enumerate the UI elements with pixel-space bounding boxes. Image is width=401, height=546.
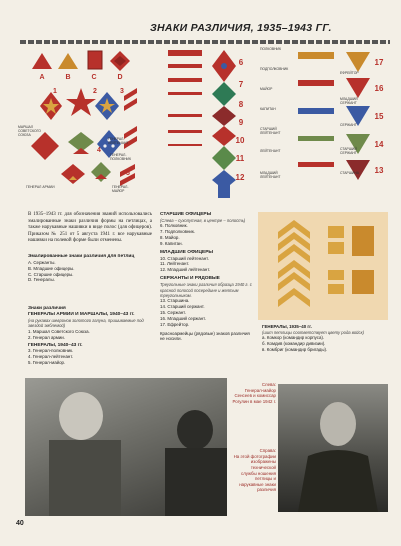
- rank-number-1: 1: [53, 88, 57, 95]
- officer-item-11: 11. Лейтенант.: [160, 261, 190, 267]
- photo-caption-top-3: Рогулин в мае 1942 г.: [232, 398, 276, 404]
- mid-label-colonel: ПОЛКОВНИК: [260, 47, 281, 51]
- sleeve-subheading: ГЕНЕРАЛЫ АРМИИ И МАРШАЛЫ, 1940–43 гг.: [28, 311, 135, 317]
- sleeve-item-2: 2. Генерал армии.: [28, 334, 65, 340]
- photo-caption-bottom-4: службы ношения: [241, 470, 276, 476]
- label-general-major: ГЕНЕРАЛ-МАЙОР: [112, 185, 129, 193]
- officer-item-10: 10. Старший лейтенант.: [160, 255, 209, 261]
- photo-caption-bottom-0: Справа:: [259, 448, 276, 453]
- mid-label-captain: КАПИТАН: [260, 107, 276, 111]
- page-title: ЗНАКИ РАЗЛИЧИЯ, 1935–1943 ГГ.: [150, 22, 332, 34]
- right-label-sr-sergeant: СТАРШИЙ СЕРЖАНТ: [340, 147, 357, 155]
- historic-photo-left: [25, 378, 227, 516]
- sleeve-item-5: 5. Генерал-майор.: [28, 360, 66, 366]
- rank-number-3: 3: [120, 88, 124, 95]
- rank-number-11: 11: [235, 154, 245, 163]
- rank-number-13: 13: [374, 166, 384, 175]
- rank-number-14: 14: [374, 140, 384, 149]
- nco-item-17: 17. Ефрейтор.: [160, 321, 190, 327]
- officer-item-6: 6. Полковник.: [160, 223, 188, 229]
- enamel-heading: Эмалированные знаки различия для петлиц: [28, 254, 135, 259]
- rank-number-12: 12: [235, 173, 245, 182]
- nco-heading: СЕРЖАНТЫ И РЯДОВЫЕ: [160, 276, 220, 282]
- mid-label-major: МАЙОР: [260, 87, 273, 91]
- sleeve-subheading-2: ГЕНЕРАЛЫ, 1940–43 гг.: [28, 342, 83, 348]
- officer-item-7: 7. Подполковник.: [160, 229, 195, 235]
- mid-label-lt-colonel: ПОДПОЛКОВНИК: [260, 67, 289, 71]
- enamel-item-c: C. Старшие офицеры.: [28, 271, 74, 277]
- officer-item-12: 12. Младший лейтенант.: [160, 267, 211, 273]
- rank-number-6: 6: [238, 58, 244, 67]
- rank-number-5: 5: [126, 170, 130, 177]
- generals-caption-note: (шит петлицы соответствует цвету рода войск): [262, 329, 364, 335]
- letter-b: B: [65, 74, 71, 81]
- nco-note: Треугольные знаки различия образца 1940 г. с красной полосой посередине и желтым треугольником.: [160, 282, 252, 298]
- rank-number-2: 2: [93, 88, 97, 95]
- photo-caption-bottom-2: изображены: [250, 459, 276, 465]
- photo-caption-top: [228, 382, 276, 405]
- letter-d: D: [117, 74, 123, 81]
- rank-number-7: 7: [238, 80, 244, 89]
- photo-caption-top-1: Генерал-майор: [244, 387, 276, 393]
- rank-number-4: 4: [97, 147, 101, 154]
- enamel-item-a: A. Сержанты.: [28, 259, 56, 265]
- generals-caption-item-a: a. Комкор (командир корпуса).: [262, 335, 325, 341]
- officers-footer: Красноармейцы (рядовые) знаков различия не носили.: [160, 330, 250, 342]
- right-label-efreitor: ЕФРЕЙТОР: [340, 71, 359, 75]
- photo-caption-bottom-1: На этой фотографии: [233, 453, 276, 459]
- rank-number-10: 10: [235, 136, 245, 145]
- right-label-sergeant: СЕРЖАНТ: [340, 123, 357, 127]
- rank-number-15: 15: [374, 112, 384, 121]
- photo-caption-bottom-6: нарукавные знаки: [239, 481, 276, 487]
- photo-caption-top-0: Слева:: [261, 382, 276, 387]
- nco-item-16: 16. Младший сержант.: [160, 315, 206, 321]
- photo-caption-top-2: Сенсеев и комиссар: [234, 393, 276, 399]
- sleeve-note: (на рукавах шевронов золотого галуна, пришиваемые под звездой эмблемой): [28, 317, 144, 329]
- label-general-col: ГЕНЕРАЛ-ПОЛКОВНИК: [110, 153, 131, 161]
- officers-note: (Слева – сухопутная, в центре – полость): [160, 217, 246, 223]
- photo-caption-bottom-5: петлицы и: [255, 476, 276, 482]
- nco-item-14: 14. Старший сержант.: [160, 304, 205, 310]
- enamel-section: [28, 254, 152, 283]
- nco-item-15: 15. Сержант.: [160, 310, 186, 316]
- officer-item-9: 9. Капитан.: [160, 240, 183, 246]
- enamel-item-d: D. Генералы.: [28, 277, 55, 283]
- mid-label-lt: ЛЕЙТЕНАНТ: [260, 149, 281, 153]
- label-general-army: ГЕНЕРАЛ АРМИИ: [26, 185, 55, 189]
- photo-caption-bottom-3: технической: [250, 464, 276, 470]
- mid-label-sr-lt: СТАРШИЙ ЛЕЙТЕНАНТ: [260, 127, 281, 135]
- letter-a: A: [39, 74, 45, 81]
- right-label-jr-sergeant: МЛАДШИЙ СЕРЖАНТ: [340, 97, 358, 105]
- sleeve-heading: Знаки различия: [28, 306, 66, 311]
- sleeve-section: [28, 306, 152, 366]
- sleeve-item-1: 1. Маршал Советского Союза.: [28, 328, 90, 334]
- label-general-lt: ГЕНЕРАЛ-ЛЕЙТЕНАНТ: [108, 137, 129, 145]
- letter-c: C: [91, 74, 97, 81]
- officers-heading: СТАРШИЕ ОФИЦЕРЫ: [160, 212, 212, 217]
- photo-caption-bottom-7: различия: [257, 487, 276, 493]
- officer-item-8: 8. Майор.: [160, 235, 180, 241]
- generals-caption-title: ГЕНЕРАЛЫ, 1935–40 гг.: [262, 324, 312, 329]
- sleeve-item-4: 4. Генерал-лейтенант.: [28, 354, 74, 360]
- nco-item-13: 13. Старшина.: [160, 298, 190, 304]
- label-marshal: МАРШАЛ СОВЕТСКОГО СОЮЗА: [18, 125, 41, 137]
- generals-caption-item-b: б. Комдив (командир дивизии).: [262, 340, 326, 346]
- rank-number-16: 16: [374, 84, 384, 93]
- generals-1935-panel: [258, 212, 388, 320]
- right-label-starshina: СТАРШИНА: [340, 171, 360, 175]
- sleeve-item-3: 3. Генерал-полковник.: [28, 348, 74, 354]
- generals-1935-caption: [262, 324, 392, 352]
- rank-number-8: 8: [238, 100, 244, 109]
- photo-caption-bottom: [228, 448, 276, 493]
- enamel-item-b: B. Младшие офицеры.: [28, 265, 75, 271]
- rank-number-17: 17: [374, 58, 384, 67]
- historic-photo-right: [278, 384, 388, 512]
- generals-caption-item-c: в. Комбриг (командир бригады).: [262, 346, 328, 352]
- intro-paragraph: В 1935–1943 гг. для обозначения званий использовались эмалированные знаки различия формы на петлицах, а также нарукавные нашивки в виде полос (для офицеров). Приказом № 251 от 5 августа 1941 г. все нарукавные нашивки на полевой форме были отменены.: [28, 212, 152, 243]
- rank-number-9: 9: [238, 118, 244, 127]
- collar-tabs-group: [28, 45, 138, 75]
- jr-officers-heading: МЛАДШИЕ ОФИЦЕРЫ: [160, 249, 214, 255]
- page-number: 40: [16, 520, 24, 527]
- officers-section: [160, 212, 252, 342]
- mid-label-jr-lt: МЛАДШИЙ ЛЕЙТЕНАНТ: [260, 171, 281, 179]
